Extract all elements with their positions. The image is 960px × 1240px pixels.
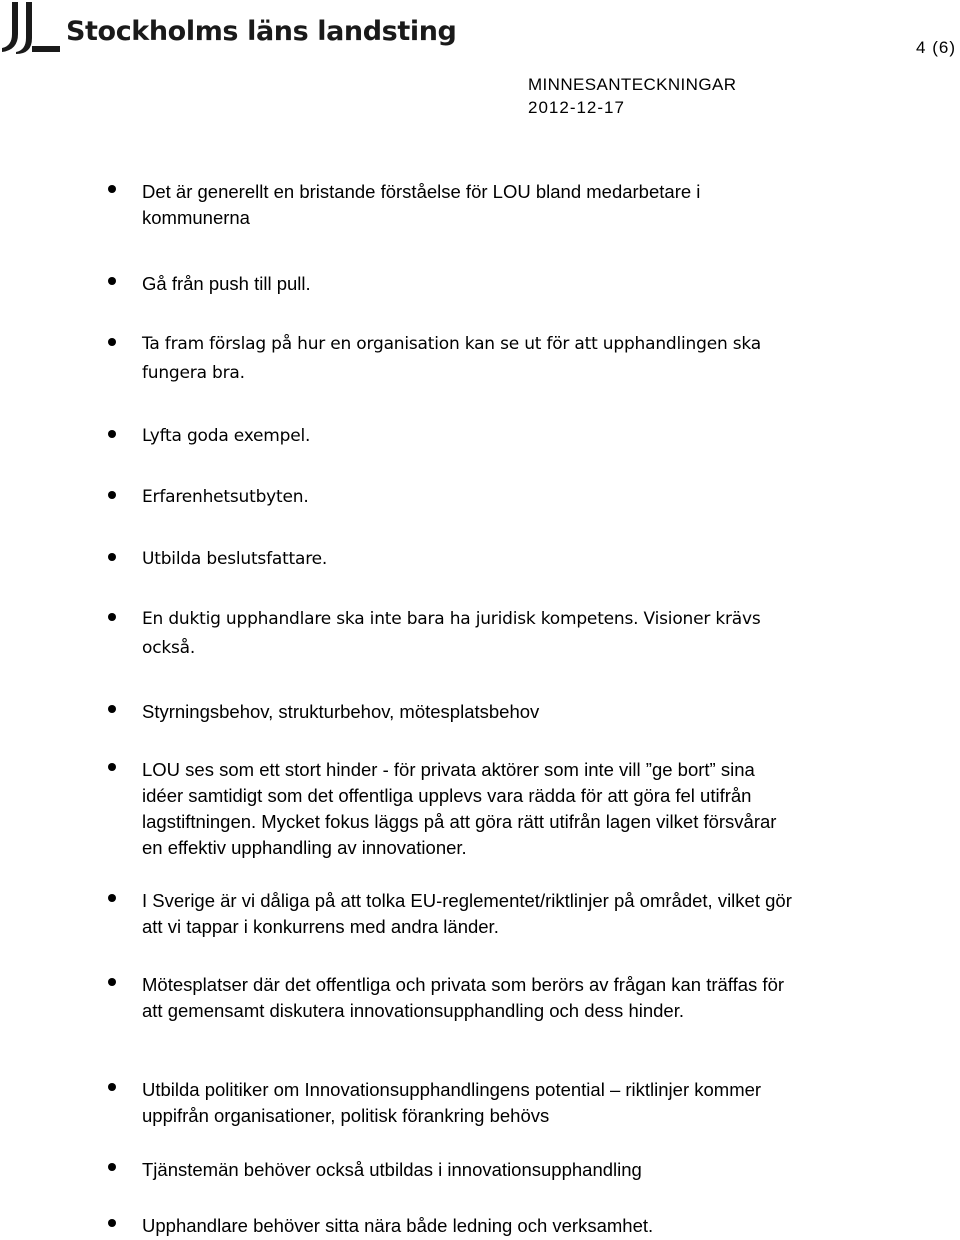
list-item-text: Upphandlare behöver sitta nära både ledning och verksamhet. (142, 1215, 654, 1236)
list-item-text: Utbilda politiker om Innovationsupphandlingens potential – riktlinjer kommer uppifrån organisationer, politisk förankring behövs (142, 1079, 762, 1126)
bullet-icon (108, 553, 116, 561)
list-item-text: Mötesplatser där det offentliga och privata som berörs av frågan kan träffas för att gemensamt diskutera innovationsupphandling och dess hinder. (142, 974, 785, 1021)
list-item-text: LOU ses som ett stort hinder - för privata aktörer som inte vill ”ge bort” sina idéer samtidigt som det offentliga upplevs vara rädda för att göra fel utifrån lagstiftningen. Mycket fokus läggs på att göra rätt utifrån lagen vilket försvårar en effektiv upphandling av innovationer. (142, 759, 777, 858)
bullet-icon (108, 978, 116, 986)
org-logo (2, 0, 456, 56)
document-date: 2012-12-17 (528, 98, 625, 117)
list-item-text: Styrningsbehov, strukturbehov, mötesplatsbehov (142, 701, 540, 722)
bullet-icon (108, 185, 116, 193)
bullet-icon (108, 491, 116, 499)
bullet-icon (108, 1219, 116, 1227)
list-item-text: En duktig upphandlare ska inte bara ha juridisk kompetens. Visioner krävs också. (142, 609, 761, 658)
org-name: Stockholms läns landsting (66, 15, 457, 47)
list-item-text: Lyfta goda exempel. (142, 426, 311, 446)
list-item-text: Erfarenhetsutbyten. (142, 487, 309, 507)
bullet-icon (108, 277, 116, 285)
bullet-icon (108, 705, 116, 713)
bullet-icon (108, 1163, 116, 1171)
sll-logo-icon (2, 2, 60, 54)
document-type: MINNESANTECKNINGAR (528, 75, 737, 94)
list-item-text: Ta fram förslag på hur en organisation kan se ut för att upphandlingen ska fungera bra. (142, 334, 761, 383)
list-item-text: Gå från push till pull. (142, 273, 311, 294)
list-item-text: Utbilda beslutsfattare. (142, 549, 328, 569)
list-item-text: I Sverige är vi dåliga på att tolka EU-reglementet/riktlinjer på området, vilket gör att vi tappar i konkurrens med andra länder. (142, 890, 792, 937)
list-item-text: Tjänstemän behöver också utbildas i innovationsupphandling (142, 1159, 642, 1180)
bullet-icon (108, 613, 116, 621)
bullet-icon (108, 763, 116, 771)
bullet-icon (108, 430, 116, 438)
bullet-icon (108, 1083, 116, 1091)
bullet-icon (108, 338, 116, 346)
list-item-text: Det är generellt en bristande förståelse för LOU bland medarbetare i kommunerna (142, 181, 701, 228)
bullet-icon (108, 894, 116, 902)
page-number: 4 (6) (916, 38, 956, 57)
